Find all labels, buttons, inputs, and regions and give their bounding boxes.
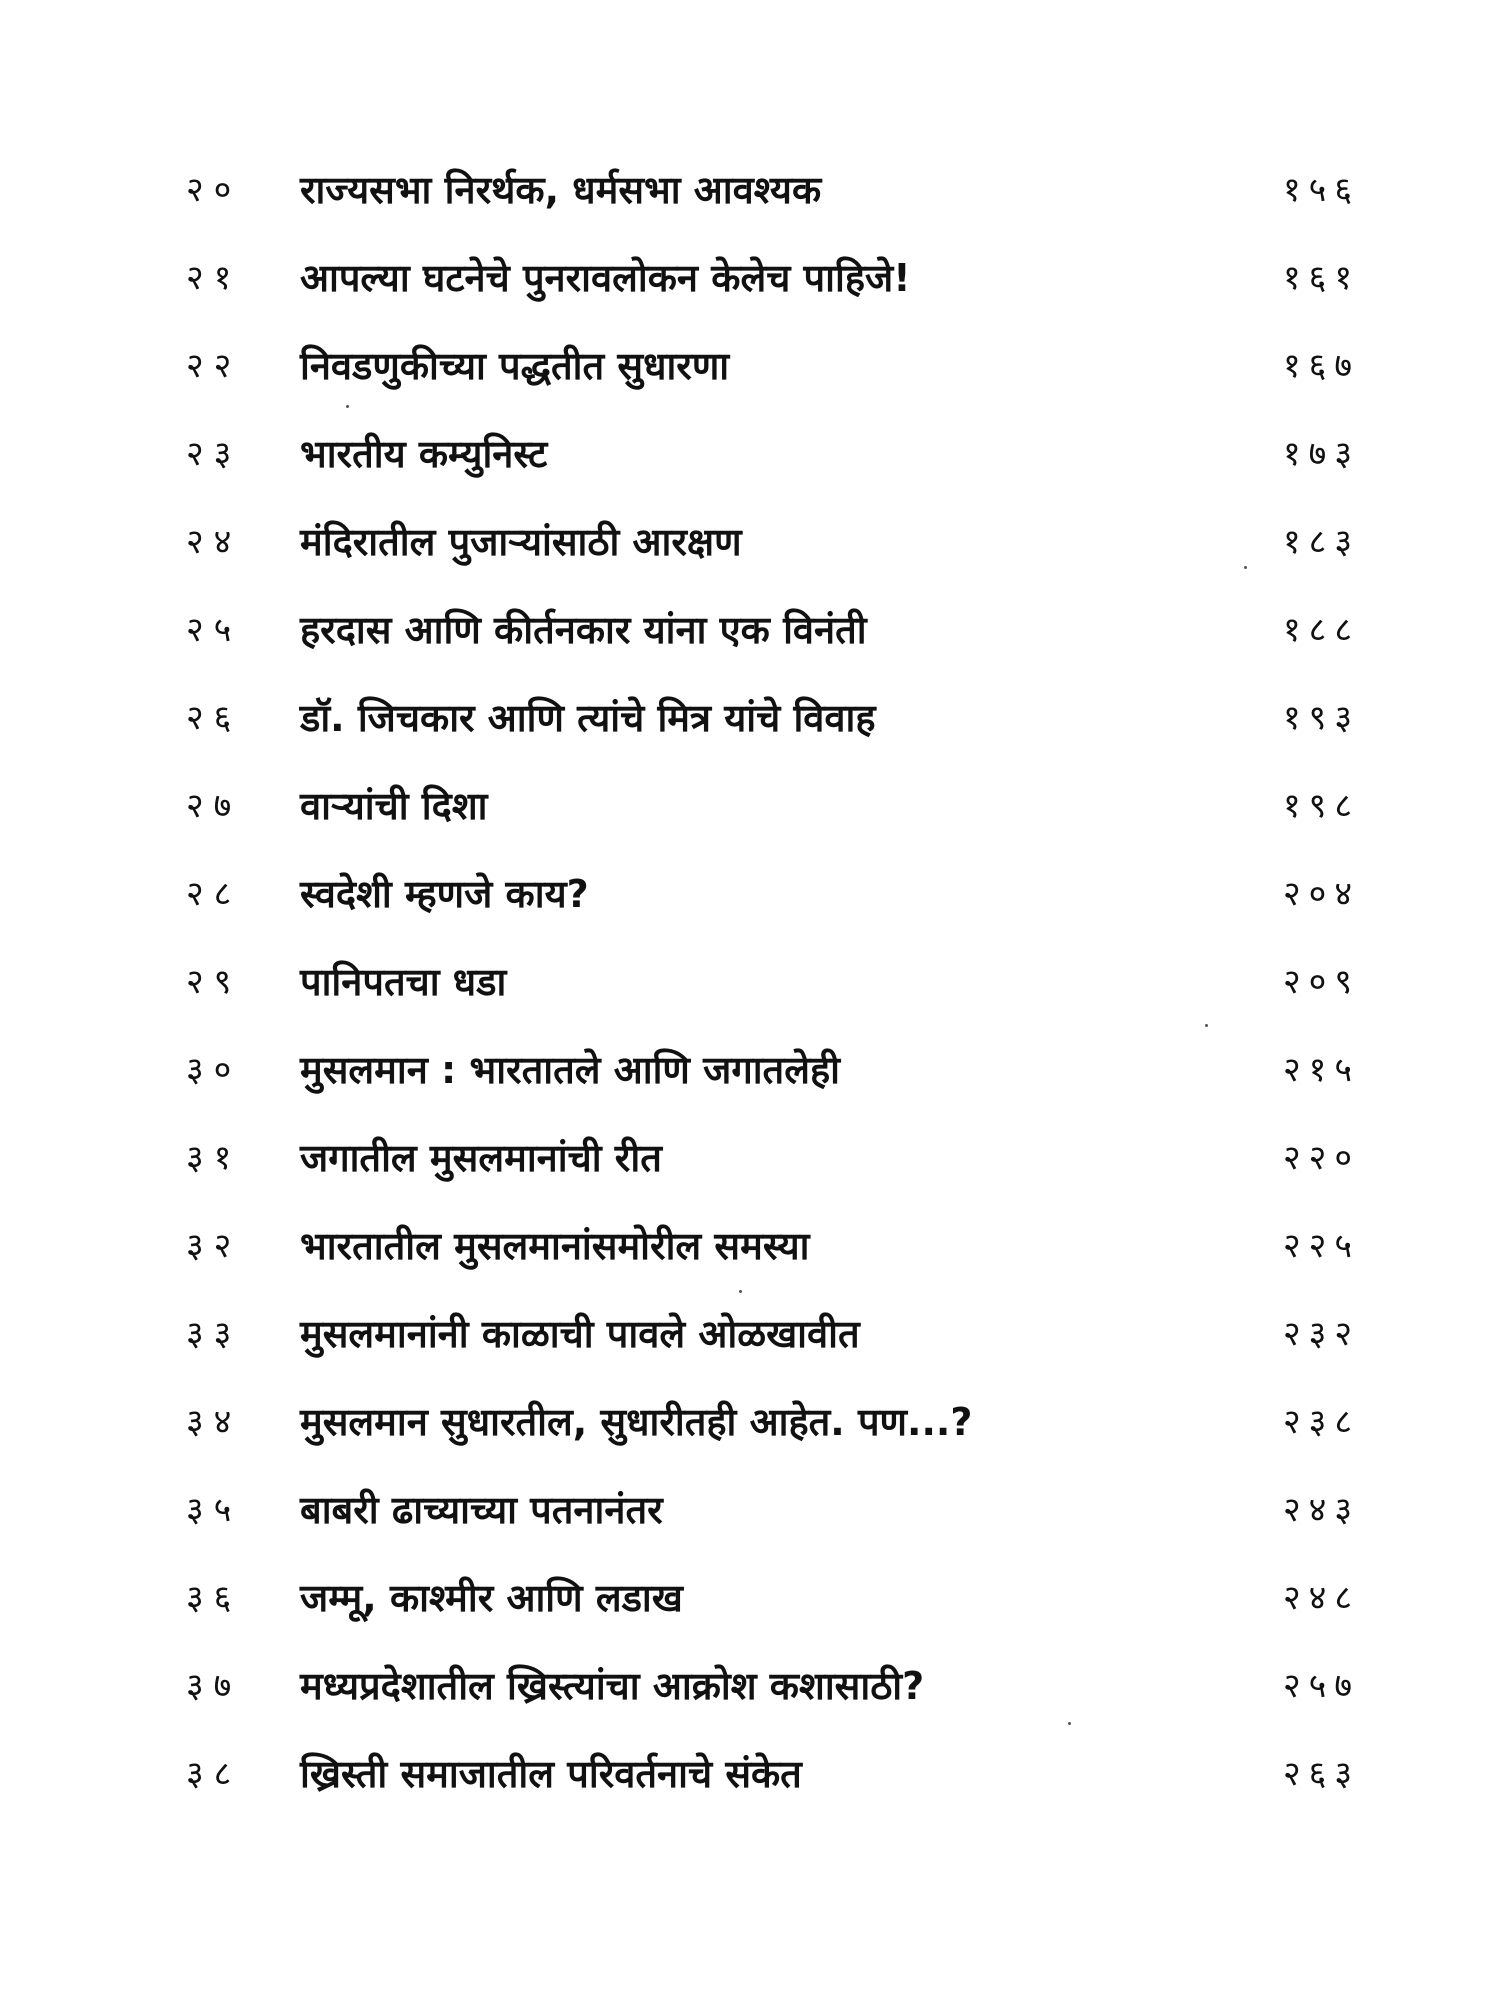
page-number: २२० xyxy=(1282,1138,1360,1178)
toc-entry xyxy=(0,1576,1500,1664)
toc-entry xyxy=(0,1048,1500,1136)
chapter-number: २९ xyxy=(186,962,242,1002)
chapter-number: ३४ xyxy=(186,1402,242,1442)
page-number: २१५ xyxy=(1282,1050,1360,1090)
chapter-number: ३७ xyxy=(186,1666,242,1706)
chapter-number: ३३ xyxy=(186,1314,242,1354)
chapter-number: २३ xyxy=(186,434,242,474)
chapter-title: डॉ. जिचकार आणि त्यांचे मित्र यांचे विवाह xyxy=(300,696,876,740)
page-number: २२५ xyxy=(1282,1226,1360,1266)
chapter-number: ३६ xyxy=(186,1578,242,1618)
chapter-number: २७ xyxy=(186,786,242,826)
chapter-title: पानिपतचा धडा xyxy=(300,960,507,1004)
toc-entry xyxy=(0,1488,1500,1576)
chapter-number: ३२ xyxy=(186,1226,242,1266)
chapter-number: २८ xyxy=(186,874,242,914)
chapter-number: २६ xyxy=(186,698,242,738)
chapter-title: मध्यप्रदेशातील ख्रिस्त्यांचा आक्रोश कशासाठी? xyxy=(300,1664,925,1708)
toc-entry xyxy=(0,1312,1500,1400)
page-number: २०९ xyxy=(1282,962,1360,1002)
toc-entry xyxy=(0,1224,1500,1312)
page-number: २३८ xyxy=(1282,1402,1360,1442)
toc-entry xyxy=(0,432,1500,520)
toc-entry xyxy=(0,344,1500,432)
chapter-title: निवडणुकीच्या पद्धतीत सुधारणा xyxy=(300,344,730,388)
toc-entry xyxy=(0,960,1500,1048)
toc-entry xyxy=(0,696,1500,784)
page-number: २३२ xyxy=(1282,1314,1360,1354)
scan-speck xyxy=(346,405,349,408)
chapter-number: २१ xyxy=(186,258,242,298)
toc-entry xyxy=(0,784,1500,872)
page-number: १६७ xyxy=(1282,346,1360,386)
chapter-title: मंदिरातील पुजाऱ्यांसाठी आरक्षण xyxy=(300,520,742,564)
toc-entry xyxy=(0,520,1500,608)
page-number: १८८ xyxy=(1282,610,1360,650)
page-number: १९८ xyxy=(1282,786,1360,826)
chapter-title: राज्यसभा निरर्थक, धर्मसभा आवश्यक xyxy=(300,168,822,212)
chapter-title: वाऱ्यांची दिशा xyxy=(300,784,488,828)
page-number: २६३ xyxy=(1282,1754,1360,1794)
chapter-number: ३८ xyxy=(186,1754,242,1794)
page-number: २४३ xyxy=(1282,1490,1360,1530)
chapter-number: २५ xyxy=(186,610,242,650)
toc-entry xyxy=(0,1400,1500,1488)
page-number: २५७ xyxy=(1282,1666,1360,1706)
page-number: १८३ xyxy=(1282,522,1360,562)
page-number: १५६ xyxy=(1282,170,1360,210)
chapter-title: बाबरी ढाच्याच्या पतनानंतर xyxy=(300,1488,663,1532)
toc-entry xyxy=(0,1664,1500,1752)
chapter-title: हरदास आणि कीर्तनकार यांना एक विनंती xyxy=(300,608,867,652)
scan-speck xyxy=(1205,1024,1208,1027)
toc-entry xyxy=(0,1136,1500,1224)
scan-speck xyxy=(1068,1722,1071,1725)
chapter-title: जम्मू, काश्मीर आणि लडाख xyxy=(300,1576,683,1620)
chapter-title: स्वदेशी म्हणजे काय? xyxy=(300,872,589,916)
toc-entry xyxy=(0,608,1500,696)
page-number: २०४ xyxy=(1282,874,1360,914)
chapter-number: २४ xyxy=(186,522,242,562)
chapter-number: २२ xyxy=(186,346,242,386)
chapter-number: ३० xyxy=(186,1050,242,1090)
scan-speck xyxy=(739,1290,742,1293)
chapter-number: ३१ xyxy=(186,1138,242,1178)
scan-speck xyxy=(1244,566,1247,569)
chapter-title: भारतातील मुसलमानांसमोरील समस्या xyxy=(300,1224,810,1268)
toc-entry xyxy=(0,256,1500,344)
page-number: २४८ xyxy=(1282,1578,1360,1618)
chapter-number: २० xyxy=(186,170,242,210)
chapter-number: ३५ xyxy=(186,1490,242,1530)
chapter-title: मुसलमान : भारतातले आणि जगातलेही xyxy=(300,1048,840,1092)
chapter-title: मुसलमानांनी काळाची पावले ओळखावीत xyxy=(300,1312,860,1356)
chapter-title: आपल्या घटनेचे पुनरावलोकन केलेच पाहिजे! xyxy=(300,256,911,300)
chapter-title: ख्रिस्ती समाजातील परिवर्तनाचे संकेत xyxy=(300,1752,802,1796)
chapter-title: मुसलमान सुधारतील, सुधारीतही आहेत. पण...? xyxy=(300,1400,973,1444)
page-number: १६१ xyxy=(1282,258,1360,298)
chapter-title: जगातील मुसलमानांची रीत xyxy=(300,1136,662,1180)
chapter-title: भारतीय कम्युनिस्ट xyxy=(300,432,548,476)
toc-entry xyxy=(0,168,1500,256)
toc-entry xyxy=(0,1752,1500,1840)
page-number: १९३ xyxy=(1282,698,1360,738)
page-number: १७३ xyxy=(1282,434,1360,474)
table-of-contents xyxy=(0,168,1500,1840)
toc-entry xyxy=(0,872,1500,960)
